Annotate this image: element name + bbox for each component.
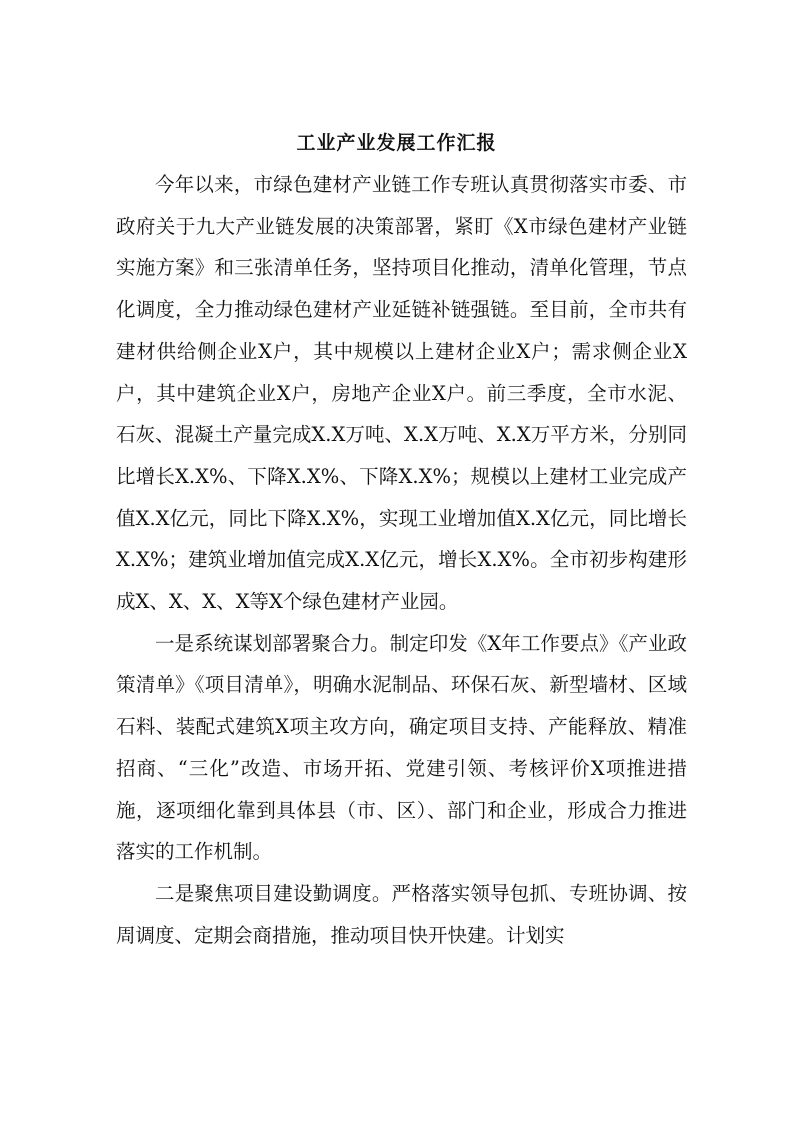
document-title: 工业产业发展工作汇报 xyxy=(296,132,497,154)
paragraph-projects: 二是聚焦项目建设勤调度。严格落实领导包抓、专班协调、按周调度、定期会商措施，推动项目快开快建。计划实 xyxy=(116,881,687,947)
paragraph-intro: 今年以来，市绿色建材产业链工作专班认真贯彻落实市委、市政府关于九大产业链发展的决策部署，紧盯《X市绿色建材产业链实施方案》和三张清单任务，坚持项目化推动，清单化管理，节点化调度，全力推动绿色建材产业延链补链强链。至目前，全市共有建材供给侧企业X户，其中规模以上建材企业X户；需求侧企业X户，其中建筑企业X户，房地产企业X户。前三季度，全市水泥、石灰、混凝土产量完成X.X万吨、X.X万吨、X.X万平方米，分别同比增长X.X%、下降X.X%、下降X.X%；规模以上建材工业完成产值X.X亿元，同比下降X.X%，实现工业增加值X.X亿元，同比增长X.X%；建筑业增加值完成X.X亿元，增长X.X%。全市初步构建形成X、X、X、X等X个绿色建材产业园。 xyxy=(116,173,687,614)
document-body xyxy=(116,164,687,956)
paragraph-planning: 一是系统谋划部署聚合力。制定印发《X年工作要点》《产业政策清单》《项目清单》，明确水泥制品、环保石灰、新型墙材、区域石料、装配式建筑X项主攻方向，确定项目支持、产能释放、精准招商、“三化”改造、市场开拓、党建引领、考核评价X项推进措施，逐项细化靠到具体县（市、区）、部门和企业，形成合力推进落实的工作机制。 xyxy=(116,631,687,864)
